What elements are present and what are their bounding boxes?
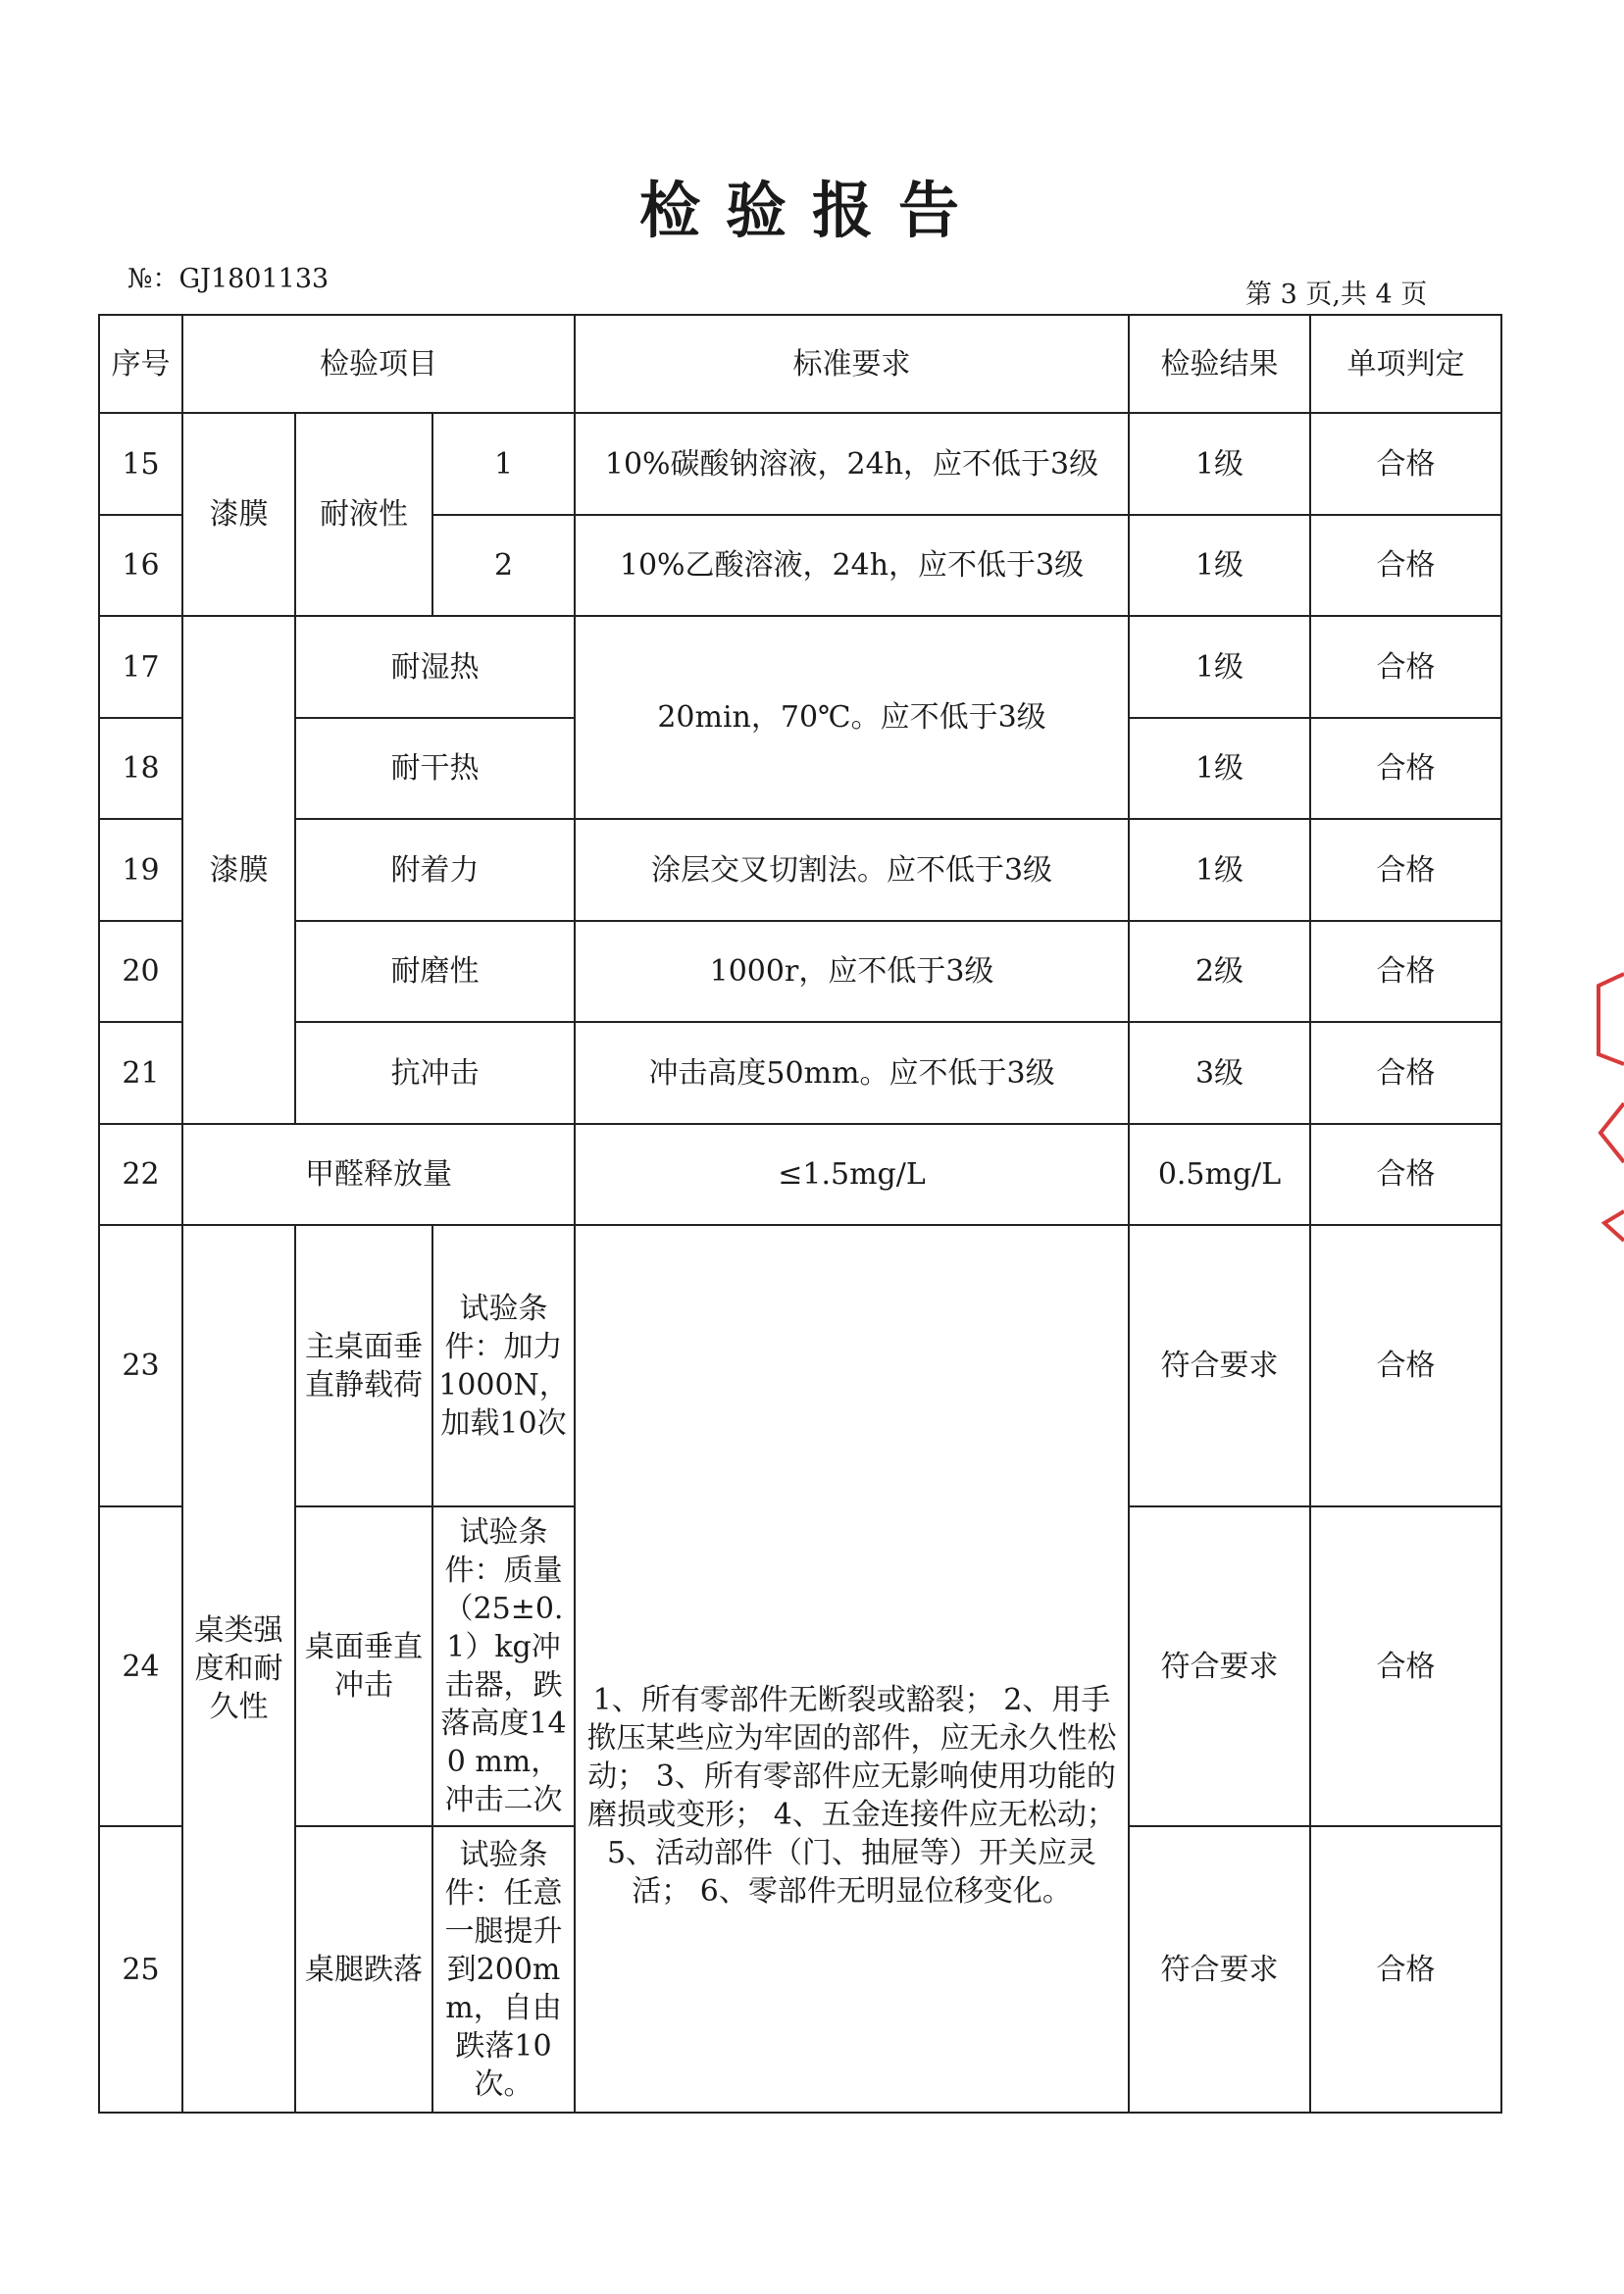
verdict-cell: 合格	[1310, 616, 1501, 718]
header-result: 检验结果	[1129, 315, 1310, 413]
result-cell: 1级	[1129, 718, 1310, 820]
table-row	[99, 1124, 1501, 1226]
item-cell: 附着力	[295, 819, 575, 921]
seq-cell: 21	[99, 1022, 182, 1124]
verdict-cell: 合格	[1310, 921, 1501, 1023]
verdict-cell: 合格	[1310, 718, 1501, 820]
red-seal-stamp	[1591, 966, 1624, 1260]
category-cell: 漆膜	[182, 616, 295, 1124]
seq-cell: 17	[99, 616, 182, 718]
result-cell: 1级	[1129, 413, 1310, 515]
result-cell: 3级	[1129, 1022, 1310, 1124]
result-cell: 符合要求	[1129, 1826, 1310, 2113]
table-row	[99, 819, 1501, 921]
standard-cell: 冲击高度50mm。应不低于3级	[575, 1022, 1129, 1124]
seq-cell: 25	[99, 1826, 182, 2113]
category-cell: 桌类强度和耐久性	[182, 1225, 295, 2113]
seq-cell: 22	[99, 1124, 182, 1226]
result-cell: 符合要求	[1129, 1225, 1310, 1505]
verdict-cell: 合格	[1310, 1022, 1501, 1124]
standard-cell: ≤1.5mg/L	[575, 1124, 1129, 1226]
item-cell: 主桌面垂 直静载荷	[295, 1225, 432, 1505]
result-cell: 1级	[1129, 819, 1310, 921]
result-cell: 符合要求	[1129, 1506, 1310, 1827]
item-cell: 桌面垂直冲击	[295, 1506, 432, 1827]
seq-cell: 19	[99, 819, 182, 921]
header-item: 检验项目	[182, 315, 575, 413]
header-verdict: 单项判定	[1310, 315, 1501, 413]
condition-cell: 试验条件：加力1000N，加载10次	[432, 1225, 575, 1505]
condition-cell: 试验条件：任意一腿提升到200mm，自由跌落10次。	[432, 1826, 575, 2113]
standard-cell: 10%碳酸钠溶液，24h，应不低于3级	[575, 413, 1129, 515]
table-header-row	[99, 315, 1501, 413]
seq-cell: 16	[99, 515, 182, 617]
item-cell: 耐湿热	[295, 616, 575, 718]
verdict-cell: 合格	[1310, 413, 1501, 515]
verdict-cell: 合格	[1310, 1506, 1501, 1827]
result-cell: 0.5mg/L	[1129, 1124, 1310, 1226]
result-cell: 1级	[1129, 616, 1310, 718]
verdict-cell: 合格	[1310, 515, 1501, 617]
inspection-table	[98, 314, 1502, 2114]
result-cell: 2级	[1129, 921, 1310, 1023]
table-row	[99, 616, 1501, 718]
standard-cell: 10%乙酸溶液，24h，应不低于3级	[575, 515, 1129, 617]
header-seq: 序号	[99, 315, 182, 413]
standard-cell: 1000r，应不低于3级	[575, 921, 1129, 1023]
condition-cell: 试验条件：质量（25±0.1）kg冲击器，跌落高度140 mm，冲击二次	[432, 1506, 575, 1827]
category-cell: 漆膜	[182, 413, 295, 616]
sub-item-cell: 1	[432, 413, 575, 515]
page-indicator: 第 3 页,共 4 页	[1245, 280, 1428, 310]
item-cell: 耐液性	[295, 413, 432, 616]
standard-cell: 涂层交叉切割法。应不低于3级	[575, 819, 1129, 921]
item-cell: 耐磨性	[295, 921, 575, 1023]
item-cell: 桌腿跌落	[295, 1826, 432, 2113]
header-standard: 标准要求	[575, 315, 1129, 413]
table-row	[99, 1022, 1501, 1124]
item-cell: 甲醛释放量	[182, 1124, 575, 1226]
seq-cell: 18	[99, 718, 182, 820]
table-row	[99, 921, 1501, 1023]
item-cell: 抗冲击	[295, 1022, 575, 1124]
seq-cell: 24	[99, 1506, 182, 1827]
result-cell: 1级	[1129, 515, 1310, 617]
verdict-cell: 合格	[1310, 1124, 1501, 1226]
seal-fragment-icon	[1591, 966, 1624, 1260]
verdict-cell: 合格	[1310, 1826, 1501, 2113]
item-cell: 耐干热	[295, 718, 575, 820]
seq-cell: 15	[99, 413, 182, 515]
table-row	[99, 1225, 1501, 1505]
verdict-cell: 合格	[1310, 1225, 1501, 1505]
sub-item-cell: 2	[432, 515, 575, 617]
document-number: №：GJ1801133	[127, 264, 330, 294]
standard-cell: 1、所有零部件无断裂或豁裂； 2、用手揿压某些应为牢固的部件，应无永久性松动； 3、所有零部件应无影响使用功能的磨损或变形； 4、五金连接件应无松动； 5、活动部件（门、抽屉等）开关应灵活； 6、零部件无明显位移变化。	[575, 1225, 1129, 2113]
page-title: 检验报告	[638, 175, 985, 246]
verdict-cell: 合格	[1310, 819, 1501, 921]
standard-cell: 20min，70℃。应不低于3级	[575, 616, 1129, 819]
table-row	[99, 413, 1501, 515]
seq-cell: 20	[99, 921, 182, 1023]
seq-cell: 23	[99, 1225, 182, 1505]
